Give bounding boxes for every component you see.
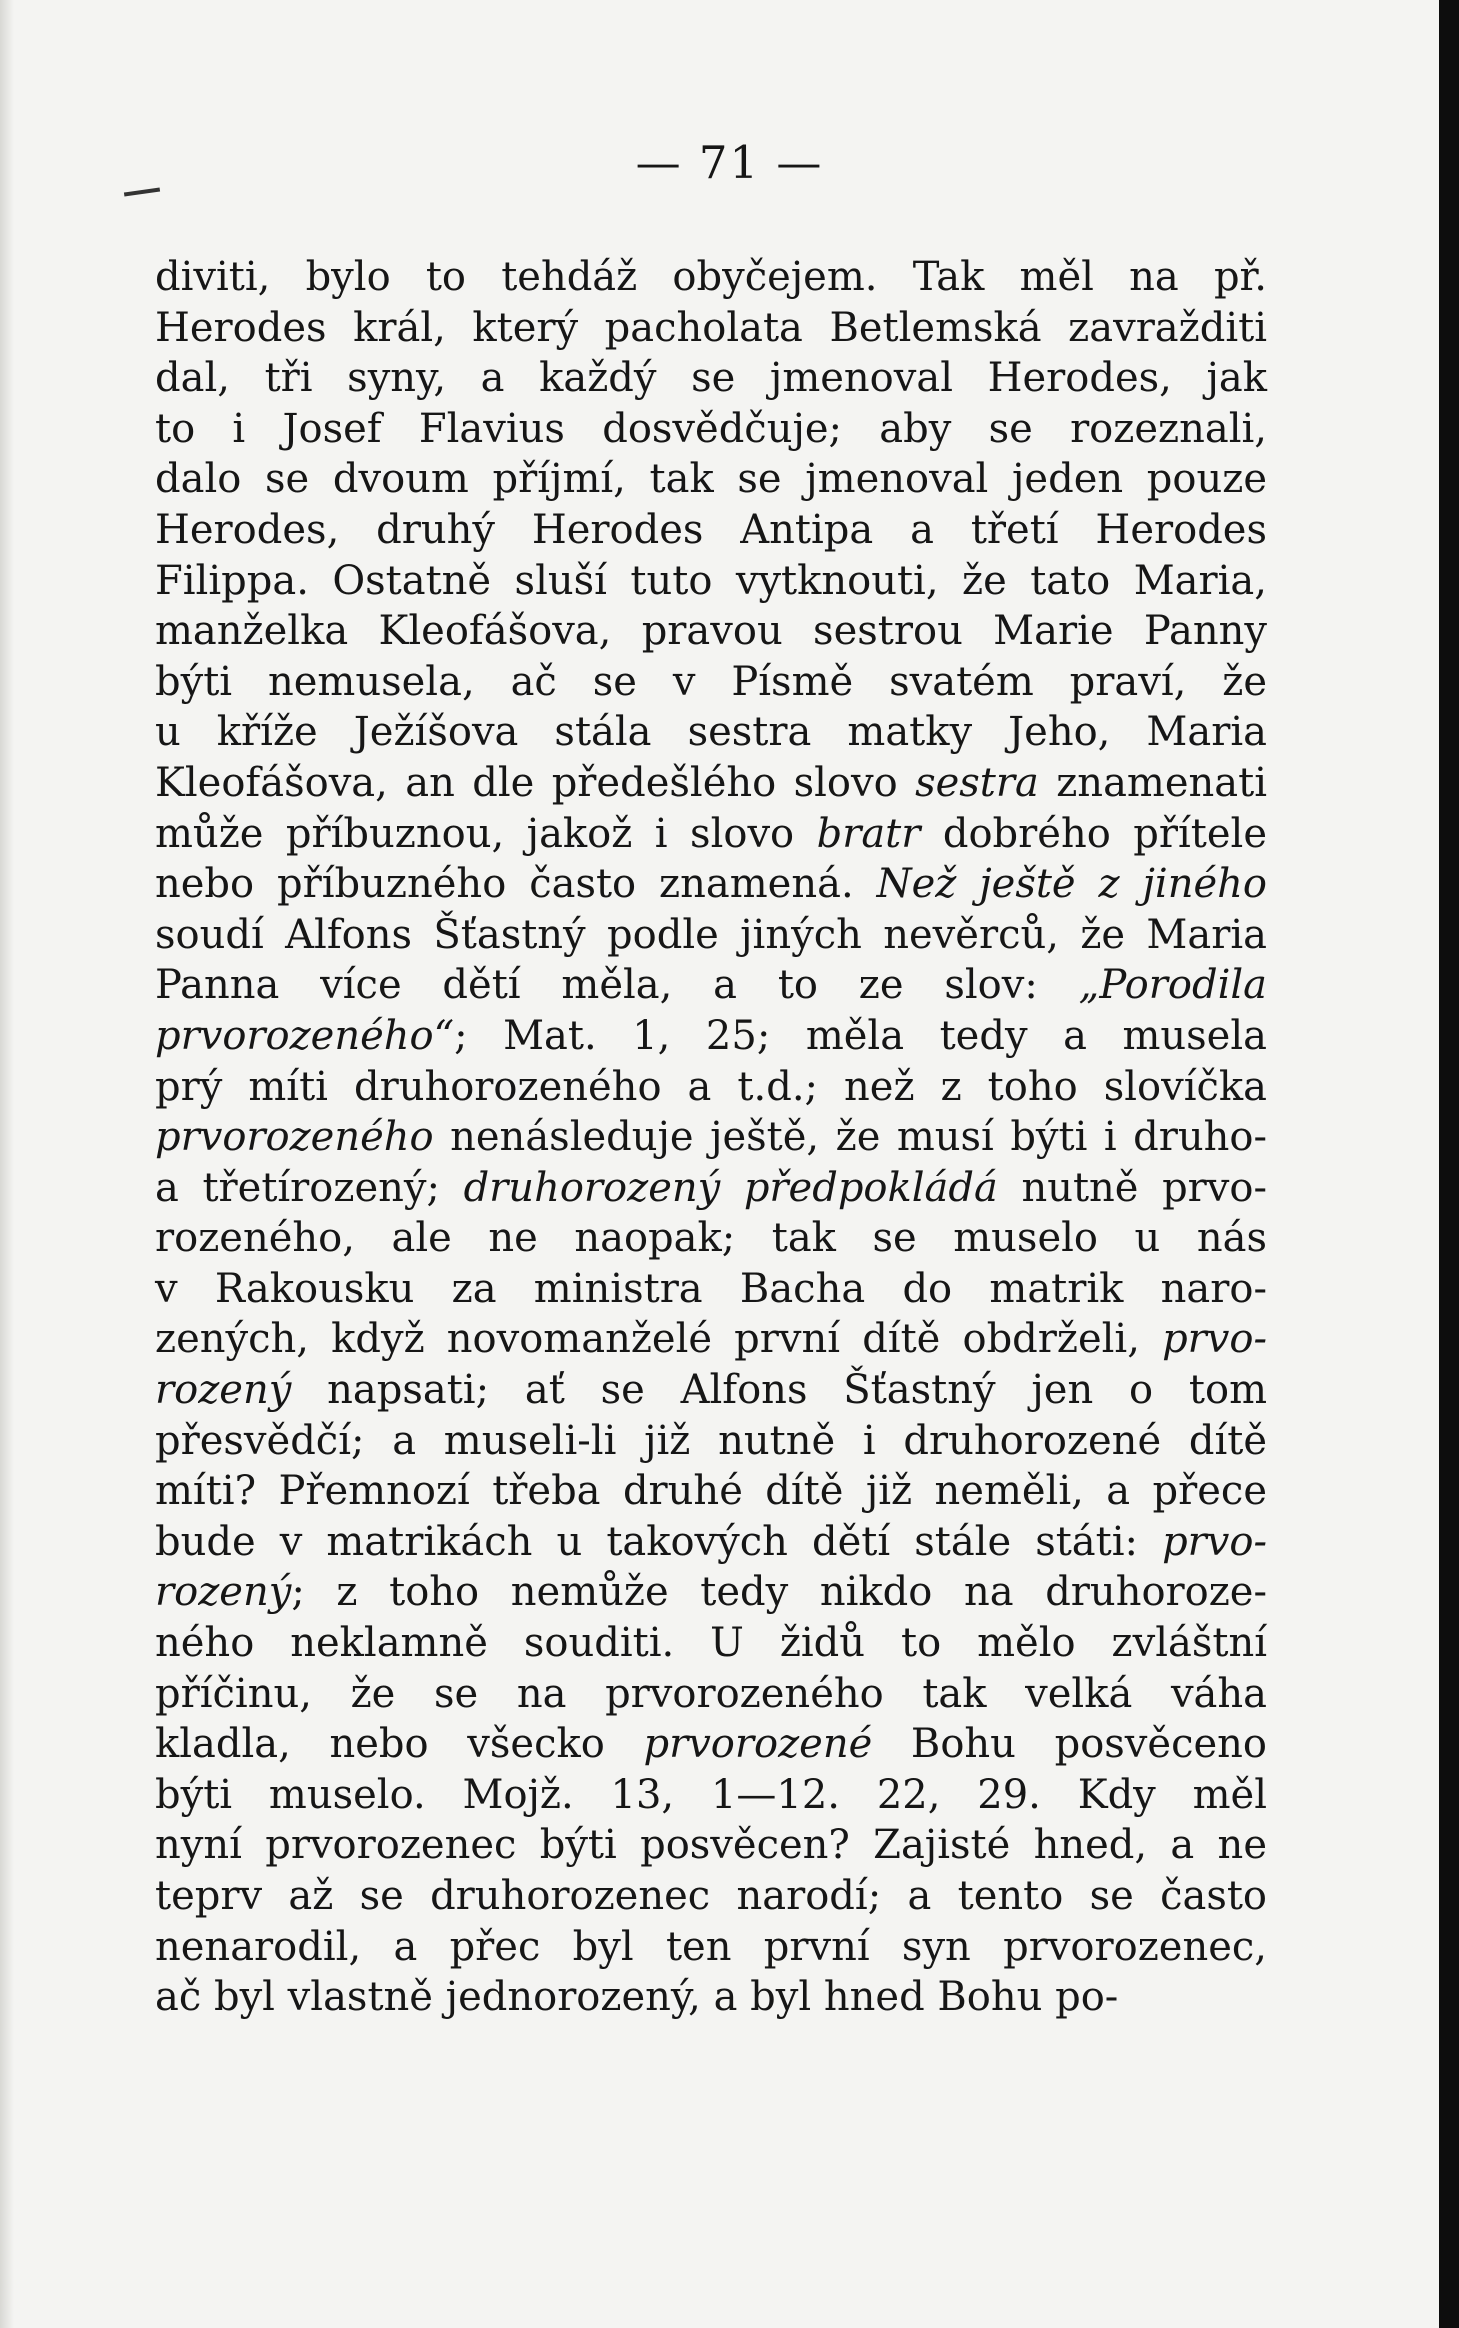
text-line <box>155 1264 1267 1315</box>
text-line <box>155 1669 1267 1720</box>
italic-text: Než ještě z jiného <box>876 861 1267 908</box>
text-segment: u kříže Ježíšova stála sestra matky Jeho, Maria <box>155 709 1267 756</box>
text-segment: dobrého přítele <box>920 810 1267 857</box>
text-segment: rozeného, ale ne naopak; tak se muselo u nás <box>155 1215 1267 1262</box>
text-line <box>155 910 1267 961</box>
text-line <box>155 454 1267 505</box>
text-segment: bude v matrikách u takových dětí stále státi: <box>155 1518 1163 1565</box>
italic-text: rozený <box>155 1367 292 1414</box>
text-line <box>155 1213 1267 1264</box>
text-segment: dalo se dvoum příjmí, tak se jmenoval jeden pouze <box>155 456 1267 503</box>
text-line <box>155 556 1267 607</box>
text-line <box>155 303 1267 354</box>
text-segment: nyní prvorozenec býti posvěcen? Zajisté hned, a ne <box>155 1822 1267 1869</box>
text-segment: znamenati <box>1038 759 1267 806</box>
text-line <box>155 1618 1267 1669</box>
text-segment: prý míti druhorozeného a t.d.; než z toho slovíčka <box>155 1063 1267 1110</box>
text-line <box>155 1163 1267 1214</box>
text-line <box>155 1416 1267 1467</box>
page-left-shadow <box>0 0 14 2328</box>
text-line <box>155 252 1267 303</box>
text-line <box>155 1466 1267 1517</box>
italic-text: prvorozeného“ <box>155 1012 455 1059</box>
text-segment: příčinu, že se na prvorozeného tak velká váha <box>155 1670 1267 1717</box>
text-segment: ného neklamně souditi. U židů to mělo zvláštní <box>155 1620 1267 1667</box>
text-segment: Bohu posvěceno <box>872 1721 1267 1768</box>
text-segment: býti nemusela, ač se v Písmě svatém praví, že <box>155 658 1267 705</box>
text-line <box>155 1567 1267 1618</box>
page-right-edge <box>1439 0 1459 2328</box>
text-segment: dal, tři syny, a každý se jmenoval Herodes, jak <box>155 355 1267 402</box>
text-line <box>155 1517 1267 1568</box>
text-line <box>155 859 1267 910</box>
text-line <box>155 1719 1267 1770</box>
italic-text: prvo- <box>1162 1316 1267 1363</box>
text-line <box>155 1972 1267 2023</box>
text-segment: může příbuznou, jakož i slovo <box>155 810 817 857</box>
text-segment: Kleofášova, an dle předešlého slovo <box>155 759 916 806</box>
italic-text: „Porodila <box>1078 962 1267 1009</box>
text-segment: teprv až se druhorozenec narodí; a tento se často <box>155 1873 1267 1919</box>
text-segment: Filippa. Ostatně sluší tuto vytknouti, že tato Maria, <box>155 557 1267 604</box>
text-line <box>155 1820 1267 1871</box>
text-segment: nebo příbuzného často znamená. <box>155 861 877 908</box>
text-segment: nutně prvo- <box>997 1164 1267 1211</box>
text-segment: Herodes, druhý Herodes Antipa a třetí Herodes <box>155 506 1267 553</box>
text-segment: býti muselo. Mojž. 13, 1—12. 22, 29. Kdy měl <box>155 1771 1267 1818</box>
italic-text: druhorozený předpokládá <box>463 1164 998 1211</box>
body-text <box>155 252 1267 2023</box>
page-number: — 71 — <box>635 136 824 189</box>
text-line <box>155 758 1267 809</box>
text-segment: to i Josef Flavius dosvědčuje; aby se rozeznali, <box>155 405 1267 452</box>
italic-text: prvorozeného <box>155 1114 434 1161</box>
text-line <box>155 404 1267 455</box>
text-line <box>155 1011 1267 1062</box>
italic-text: prvorozené <box>643 1721 873 1768</box>
text-segment: ; Mat. 1, 25; měla tedy a musela <box>454 1012 1267 1059</box>
text-segment: kladla, nebo všecko <box>155 1721 644 1768</box>
text-line <box>155 505 1267 556</box>
text-segment: Panna více dětí měla, a to ze slov: <box>155 962 1079 1009</box>
text-line <box>155 1314 1267 1365</box>
text-segment: diviti, bylo to tehdáž obyčejem. Tak měl na př. <box>155 254 1267 300</box>
text-line <box>155 1112 1267 1163</box>
text-line <box>155 707 1267 758</box>
text-line <box>155 1871 1267 1922</box>
text-line <box>155 960 1267 1011</box>
text-segment: zených, když novomanželé první dítě obdrželi, <box>155 1316 1163 1363</box>
text-segment: nenásleduje ještě, že musí býti i druho- <box>433 1114 1267 1161</box>
text-line <box>155 1770 1267 1821</box>
text-line <box>155 657 1267 708</box>
text-segment: napsati; ať se Alfons Šťastný jen o tom <box>291 1367 1267 1414</box>
text-line <box>155 606 1267 657</box>
italic-text: rozený <box>155 1569 292 1616</box>
italic-text: sestra <box>915 759 1039 806</box>
text-segment: manželka Kleofášova, pravou sestrou Marie Panny <box>155 608 1267 655</box>
text-line <box>155 1365 1267 1416</box>
text-line <box>155 353 1267 404</box>
text-line <box>155 1062 1267 1113</box>
text-line <box>155 809 1267 860</box>
text-segment: Herodes král, který pacholata Betlemská zavražditi <box>155 304 1267 351</box>
text-line <box>155 1922 1267 1973</box>
text-segment: přesvědčí; a museli-li již nutně i druhorozené dítě <box>155 1417 1267 1464</box>
text-segment: v Rakousku za ministra Bacha do matrik naro- <box>155 1265 1267 1312</box>
italic-text: prvo- <box>1162 1518 1267 1565</box>
text-segment: míti? Přemnozí třeba druhé dítě již neměli, a přece <box>155 1468 1267 1515</box>
text-segment: ; z toho nemůže tedy nikdo na druhoroze- <box>291 1569 1267 1616</box>
italic-text: bratr <box>816 810 921 857</box>
text-segment: soudí Alfons Šťastný podle jiných nevěrců, že Maria <box>155 911 1267 958</box>
text-segment: ač byl vlastně jednorozený, a byl hned Bohu po- <box>155 1974 1119 2021</box>
text-segment: a třetírozený; <box>155 1164 464 1211</box>
text-segment: nenarodil, a přec byl ten první syn prvorozenec, <box>155 1923 1267 1970</box>
